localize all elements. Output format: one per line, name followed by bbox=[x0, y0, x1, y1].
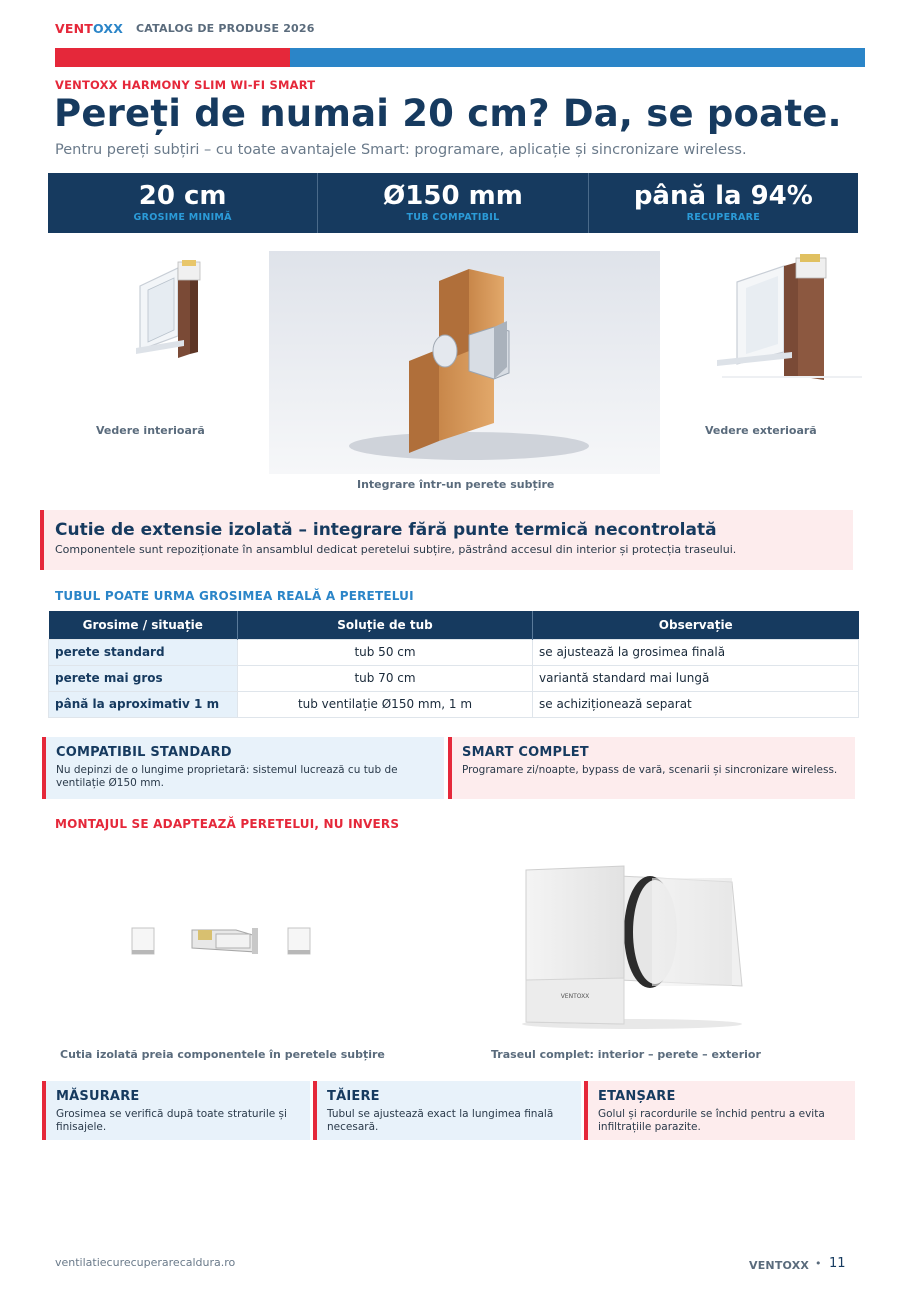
stats-banner bbox=[48, 173, 858, 233]
step-measure: MĂSURARE Grosimea se verifică după toate straturile și finisajele. bbox=[42, 1081, 310, 1140]
table-header-cell: Observație bbox=[533, 611, 859, 639]
table-row bbox=[49, 665, 859, 691]
step-seal: ETANȘARE Golul și racordurile se închid pentru a evita infiltrațiile parazite. bbox=[584, 1081, 855, 1140]
callout-title: Cutie de extensie izolată – integrare fără punte termică necontrolată bbox=[55, 520, 717, 540]
table-header-cell: Soluție de tub bbox=[238, 611, 533, 639]
table-cell: tub 70 cm bbox=[238, 665, 533, 691]
page-number: 11 bbox=[829, 1256, 846, 1271]
feature-smart-complete: SMART COMPLET Programare zi/noapte, bypass de vară, scenarii și sincronizare wireless. bbox=[448, 737, 855, 799]
table-cell: se ajustează la grosimea finală bbox=[533, 639, 859, 665]
footer-separator: • bbox=[815, 1257, 822, 1270]
product-kicker: VENTOXX HARMONY SLIM WI-FI SMART bbox=[55, 78, 316, 92]
callout-text: Componentele sunt repoziționate în ansamblul dedicat peretelui subțire, păstrând accesul din interior și protecția traseului. bbox=[55, 543, 737, 556]
stat-thickness: 20 cm GROSIME MINIMĂ bbox=[48, 173, 318, 233]
table-cell: se achiziționează separat bbox=[533, 691, 859, 717]
complete-route-device-image bbox=[520, 862, 745, 1030]
montage-left-caption: Cutia izolată preia componentele în peretele subțire bbox=[60, 1048, 385, 1061]
exterior-view-caption: Vedere exterioară bbox=[705, 424, 817, 437]
feature-compatible-standard: COMPATIBIL STANDARD Nu depinzi de o lungime proprietară: sistemul lucrează cu tub de ventilație Ø150 mm. bbox=[42, 737, 444, 799]
stat-tube: Ø150 mm TUB COMPATIBIL bbox=[318, 173, 588, 233]
table-header-row bbox=[49, 611, 859, 639]
table-cell: perete standard bbox=[49, 639, 238, 665]
table-row bbox=[49, 639, 859, 665]
table-cell: tub ventilație Ø150 mm, 1 m bbox=[238, 691, 533, 717]
table-header-cell: Grosime / situație bbox=[49, 611, 238, 639]
table-cell: tub 50 cm bbox=[238, 639, 533, 665]
table-row bbox=[49, 691, 859, 717]
table-cell: până la aproximativ 1 m bbox=[49, 691, 238, 717]
page-subtitle: Pentru pereți subțiri – cu toate avantajele Smart: programare, aplicație și sincronizare wireless. bbox=[55, 142, 747, 158]
exterior-view-image bbox=[712, 252, 862, 382]
device-logo: VENTOXX bbox=[560, 993, 590, 1000]
page-title: Pereți de numai 20 cm? Da, se poate. bbox=[54, 92, 842, 135]
tube-table bbox=[48, 611, 859, 718]
insulated-box-components-image bbox=[128, 922, 318, 962]
montage-section-title: MONTAJUL SE ADAPTEAZĂ PERETELUI, NU INVERS bbox=[55, 817, 400, 831]
wall-integration-image bbox=[269, 251, 660, 474]
table-cell: perete mai gros bbox=[49, 665, 238, 691]
wall-integration-caption: Integrare într-un perete subțire bbox=[357, 478, 555, 491]
insulated-box-callout bbox=[40, 510, 853, 570]
interior-view-image bbox=[128, 258, 238, 358]
montage-right-caption: Traseul complet: interior – perete – exterior bbox=[491, 1048, 761, 1061]
footer-brand: VENTOXX bbox=[749, 1259, 810, 1272]
footer-url: ventilatiecurecuperarecaldura.ro bbox=[55, 1256, 236, 1269]
step-cut: TĂIERE Tubul se ajustează exact la lungimea finală necesară. bbox=[313, 1081, 581, 1140]
header-color-bar bbox=[55, 48, 865, 67]
stat-recovery: până la 94% RECUPERARE bbox=[633, 181, 813, 223]
header-catalog-title: CATALOG DE PRODUSE 2026 bbox=[136, 22, 315, 35]
table-cell: variantă standard mai lungă bbox=[533, 665, 859, 691]
interior-view-caption: Vedere interioară bbox=[96, 424, 205, 437]
tube-section-title: TUBUL POATE URMA GROSIMEA REALĂ A PERETELUI bbox=[55, 589, 414, 603]
header-brand: VENTOXX bbox=[55, 21, 124, 36]
